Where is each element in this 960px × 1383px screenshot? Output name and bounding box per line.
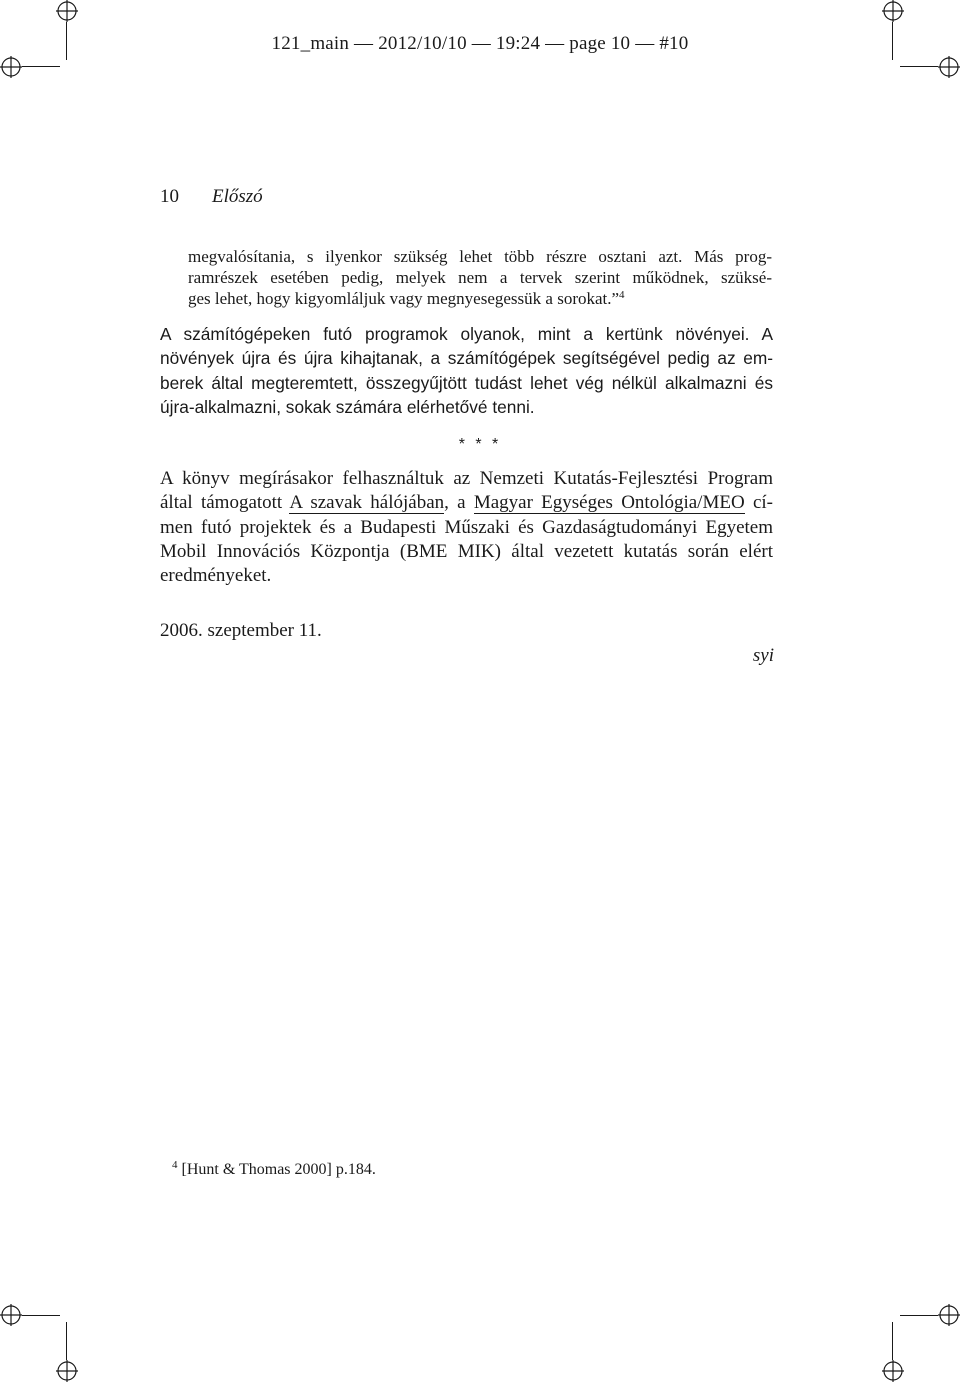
page-number: 10 (160, 186, 179, 207)
paragraph-line: A számítógépeken futó programok olyanok, mint a kertünk növényei. A (160, 324, 773, 344)
paragraph-line: A könyv megírásakor felhasználtuk az Nemzeti Kutatás-Fejlesztési Program (160, 468, 773, 489)
quote-line: ramrészek esetében pedig, melyek nem a tervek szerint működnek, szüksé- (188, 268, 772, 287)
crop-mark-left-lower (0, 1304, 22, 1326)
signature: syi (752, 645, 774, 666)
crop-mark-top-right (882, 0, 904, 22)
paragraph-line: újra-alkalmazni, sokak számára elérhetővé tenni. (160, 396, 535, 417)
quote-line-text: ges lehet, hogy kigyomláljuk vagy megnyesegessük a sorokat.” (188, 289, 620, 308)
paragraph-text: cí- (744, 492, 773, 514)
paragraph-text: , a (444, 492, 474, 514)
footnote-text: [Hunt & Thomas 2000] p.184. (181, 1161, 376, 1178)
quote-line: megvalósítania, s ilyenkor szükség lehet több részre osztani azt. Más prog- (188, 247, 772, 266)
running-head (160, 186, 263, 208)
chapter-title: Előszó (212, 186, 263, 207)
paragraph-acknowledgement (160, 467, 773, 588)
crop-line (892, 1322, 893, 1360)
section-separator: * * * (458, 436, 502, 453)
link-meo[interactable]: Magyar Egységes Ontológia/MEO (473, 492, 745, 514)
paragraph-line (160, 491, 773, 515)
crop-mark-bottom-left (56, 1360, 78, 1382)
paragraph-line: növények újra és újra kihajtanak, a számítógépek segítségével pedig az em- (160, 348, 773, 369)
date-line: 2006. szeptember 11. (160, 620, 322, 641)
crop-line (66, 1322, 67, 1360)
footnote (172, 1161, 376, 1179)
footnote-reference[interactable]: 4 (619, 289, 625, 301)
crop-mark-top-left (56, 0, 78, 22)
crop-mark-right-upper (938, 56, 960, 78)
crop-mark-right-lower (938, 1304, 960, 1326)
crop-line (900, 66, 938, 67)
quote-line (188, 288, 772, 309)
block-quote (188, 246, 772, 309)
paragraph-gardens (160, 322, 773, 419)
crop-line (900, 1315, 938, 1316)
paragraph-line: Mobil Innovációs Központja (BME MIK) által vezetett kutatás során elért (160, 540, 773, 562)
paragraph-line: men futó projektek és a Budapesti Műszaki és Gazdaságtudományi Egyetem (160, 516, 773, 538)
paragraph-text: által támogatott (160, 492, 290, 514)
footnote-number: 4 (172, 1159, 178, 1171)
paragraph-line: eredményeket. (160, 565, 272, 587)
crop-line (22, 1315, 60, 1316)
crop-mark-left-upper (0, 56, 22, 78)
crop-mark-bottom-right (882, 1360, 904, 1382)
link-a-szavak-halojaban[interactable]: A szavak hálójában (289, 492, 445, 514)
slug-line: 121_main — 2012/10/10 — 19:24 — page 10 — #10 (271, 33, 689, 54)
crop-line (22, 66, 60, 67)
paragraph-line: berek által megteremtett, összegyűjtött tudást lehet vég nélkül alkalmazni és (160, 372, 773, 393)
